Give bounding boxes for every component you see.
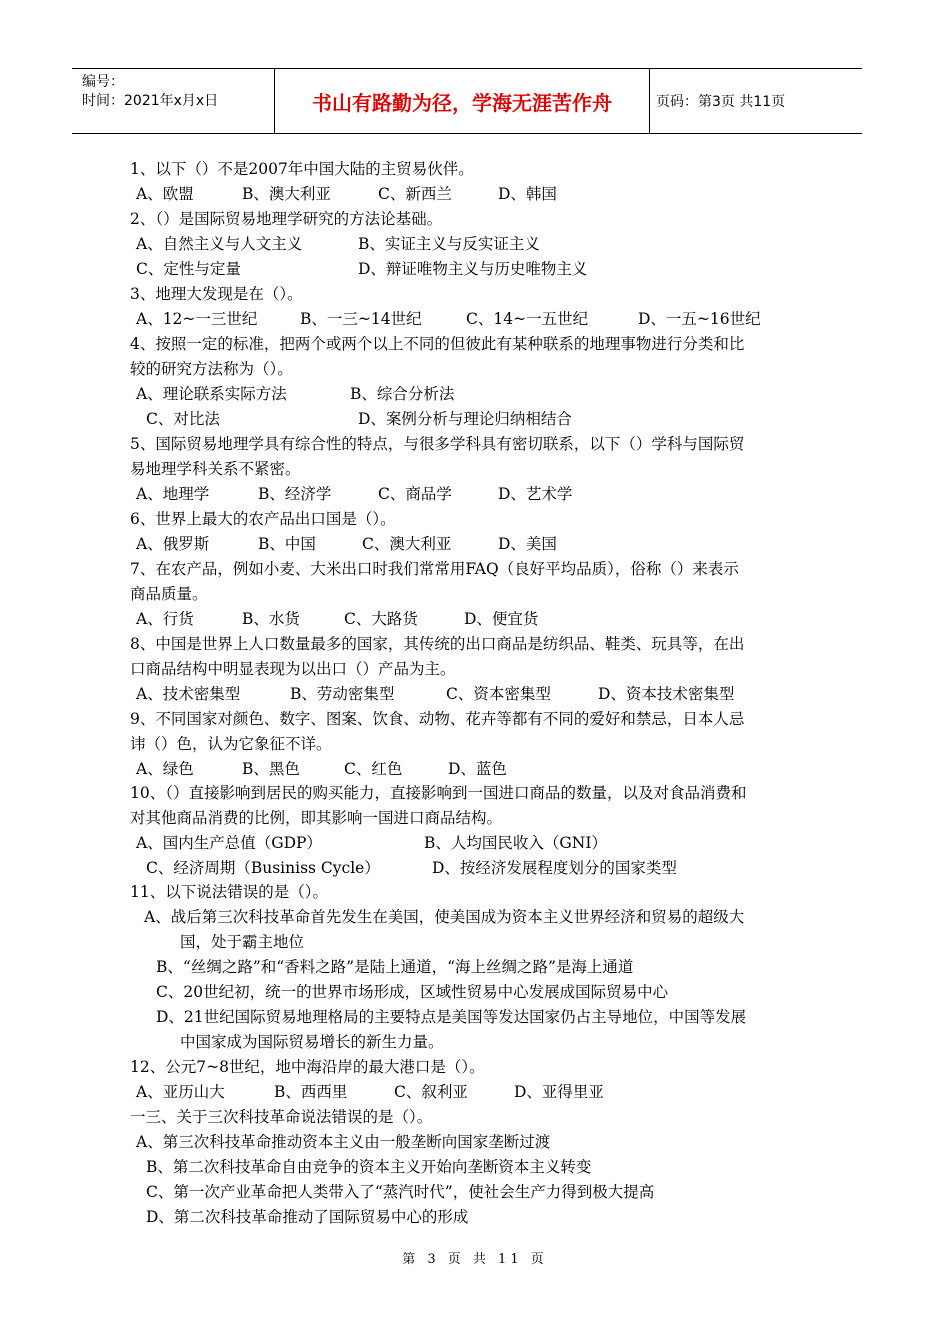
answer-option: A、地理学 xyxy=(136,485,210,503)
header-page-label: 页码：第3页 共11页 xyxy=(656,94,786,110)
answer-option: C、新西兰 xyxy=(378,185,452,203)
answer-option: D、艺术学 xyxy=(498,485,573,503)
question-text: 3、地理大发现是在（）。 xyxy=(130,285,303,303)
answer-option: A、欧盟 xyxy=(136,185,194,203)
answer-option: D、美国 xyxy=(498,535,557,553)
answer-option: C、叙利亚 xyxy=(394,1083,468,1101)
answer-option: A、理论联系实际方法 xyxy=(136,385,287,403)
question-text: D、21世纪国际贸易地理格局的主要特点是美国等发达国家仍占主导地位，中国等发展 xyxy=(156,1008,747,1026)
question-text: D、第二次科技革命推动了国际贸易中心的形成 xyxy=(146,1208,469,1226)
question-text: 4、按照一定的标准，把两个或两个以上不同的但彼此有某种联系的地理事物进行分类和比 xyxy=(130,335,745,353)
answer-option: B、劳动密集型 xyxy=(290,685,395,703)
question-text: 中国家成为国际贸易增长的新生力量。 xyxy=(180,1033,444,1051)
answer-option: C、定性与定量 xyxy=(136,260,241,278)
question-text: 国，处于霸主地位 xyxy=(180,933,305,951)
answer-option: D、一五~16世纪 xyxy=(638,310,761,328)
answer-option: B、澳大利亚 xyxy=(242,185,331,203)
header-meta xyxy=(72,69,274,133)
question-text: B、“丝绸之路”和“香料之路”是陆上通道，“海上丝绸之路”是海上通道 xyxy=(156,958,634,976)
answer-option: D、蓝色 xyxy=(448,760,507,778)
page-header xyxy=(72,68,862,134)
answer-option: C、大路货 xyxy=(344,610,418,628)
answer-option: B、中国 xyxy=(258,535,316,553)
question-text: B、第二次科技革命自由竞争的资本主义开始向垄断资本主义转变 xyxy=(146,1158,592,1176)
answer-option: B、经济学 xyxy=(258,485,332,503)
answer-option: D、按经济发展程度划分的国家类型 xyxy=(432,859,677,877)
question-text: 较的研究方法称为（）。 xyxy=(130,360,293,378)
answer-option: B、黑色 xyxy=(242,760,300,778)
answer-option: D、资本技术密集型 xyxy=(598,685,735,703)
answer-option: C、对比法 xyxy=(146,410,220,428)
answer-option: D、韩国 xyxy=(498,185,557,203)
answer-option: D、辩证唯物主义与历史唯物主义 xyxy=(358,260,588,278)
answer-option: B、一三~14世纪 xyxy=(300,310,422,328)
answer-option: B、实证主义与反实证主义 xyxy=(358,235,540,253)
question-text: 8、中国是世界上人口数量最多的国家，其传统的出口商品是纺织品、鞋类、玩具等，在出 xyxy=(130,635,745,653)
answer-option: B、西西里 xyxy=(274,1083,348,1101)
question-text: 12、公元7~8世纪，地中海沿岸的最大港口是（）。 xyxy=(130,1058,485,1076)
question-text: 对其他商品消费的比例，即其影响一国进口商品结构。 xyxy=(130,809,503,827)
question-text: A、战后第三次科技革命首先发生在美国，使美国成为资本主义世界经济和贸易的超级大 xyxy=(144,908,745,926)
question-text: 5、国际贸易地理学具有综合性的特点，与很多学科具有密切联系，以下（）学科与国际贸 xyxy=(130,435,745,453)
question-text: 7、在农产品，例如小麦、大米出口时我们常常用FAQ（良好平均品质），俗称（）来表示 xyxy=(130,560,739,578)
question-text: 9、不同国家对颜色、数字、图案、饮食、动物、花卉等都有不同的爱好和禁忌，日本人忌 xyxy=(130,710,745,728)
question-text: 讳（）色，认为它象征不详。 xyxy=(130,735,332,753)
answer-option: A、国内生产总值（GDP） xyxy=(136,834,322,852)
question-text: 口商品结构中明显表现为以出口（）产品为主。 xyxy=(130,660,456,678)
question-text: 一三、关于三次科技革命说法错误的是（）。 xyxy=(130,1108,433,1126)
answer-option: A、12~一三世纪 xyxy=(136,310,258,328)
header-slogan: 书山有路勤为径，学海无涯苦作舟 xyxy=(274,69,650,133)
answer-option: D、亚得里亚 xyxy=(514,1083,604,1101)
question-text: 2、（）是国际贸易地理学研究的方法论基础。 xyxy=(130,210,443,228)
answer-option: A、亚历山大 xyxy=(136,1083,225,1101)
answer-option: B、人均国民收入（GNI） xyxy=(424,834,607,852)
question-text: 易地理学科关系不紧密。 xyxy=(130,460,301,478)
answer-option: B、综合分析法 xyxy=(350,385,455,403)
question-text: 1、以下（）不是2007年中国大陆的主贸易伙伴。 xyxy=(130,160,474,178)
page-footer xyxy=(0,1248,950,1267)
answer-option: A、技术密集型 xyxy=(136,685,241,703)
answer-option: A、俄罗斯 xyxy=(136,535,210,553)
answer-option: C、资本密集型 xyxy=(446,685,551,703)
answer-option: D、便宜货 xyxy=(464,610,539,628)
answer-option: C、澳大利亚 xyxy=(362,535,452,553)
answer-option: B、水货 xyxy=(242,610,300,628)
document-time-label: 时间：2021年x月x日 xyxy=(82,93,219,109)
footer-page-number: 第 3 页 共 11 页 xyxy=(402,1252,548,1267)
answer-option: C、14~一五世纪 xyxy=(466,310,589,328)
answer-option: C、经济周期（Businiss Cycle） xyxy=(146,859,380,877)
answer-option: A、自然主义与人文主义 xyxy=(136,235,303,253)
answer-option: A、绿色 xyxy=(136,760,194,778)
question-text: A、第三次科技革命推动资本主义由一般垄断向国家垄断过渡 xyxy=(136,1133,551,1151)
document-number-label: 编号： xyxy=(82,74,124,90)
answer-option: D、案例分析与理论归纳相结合 xyxy=(358,410,572,428)
answer-option: C、商品学 xyxy=(378,485,452,503)
question-text: 商品质量。 xyxy=(130,585,208,603)
question-text: 10、（）直接影响到居民的购买能力，直接影响到一国进口商品的数量，以及对食品消费和 xyxy=(130,784,747,802)
answer-option: A、行货 xyxy=(136,610,194,628)
question-text: 11、以下说法错误的是（）。 xyxy=(130,883,328,901)
answer-option: C、红色 xyxy=(344,760,403,778)
question-text: 6、世界上最大的农产品出口国是（）。 xyxy=(130,510,396,528)
question-text: C、第一次产业革命把人类带入了“蒸汽时代”，使社会生产力得到极大提高 xyxy=(146,1183,655,1201)
question-text: C、20世纪初，统一的世界市场形成，区域性贸易中心发展成国际贸易中心 xyxy=(156,983,669,1001)
